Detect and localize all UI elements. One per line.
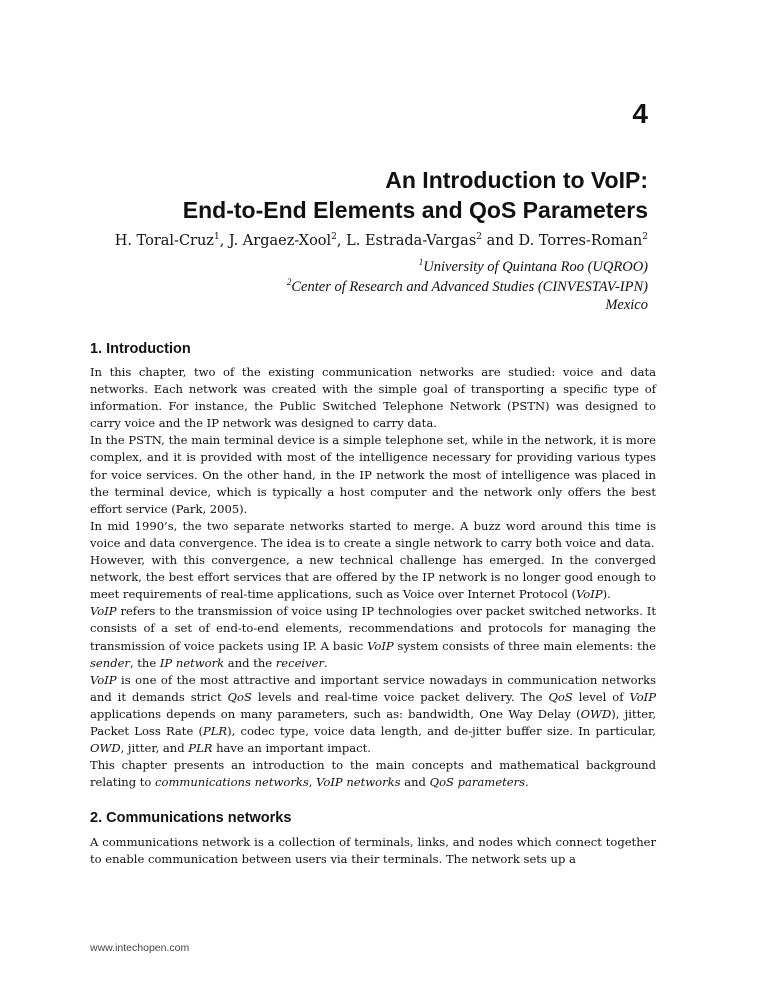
affiliation-text: Center of Research and Advanced Studies (CINVESTAV-IPN) <box>291 278 648 295</box>
chapter-number: 4 <box>632 98 648 129</box>
section-body-introduction <box>90 364 656 791</box>
affiliation-text: University of Quintana Roo (UQROO) <box>423 258 648 275</box>
paragraph <box>90 672 656 757</box>
paragraph <box>90 518 656 552</box>
affiliation-1 <box>419 257 648 276</box>
author-list <box>115 232 648 249</box>
italic-term: PLR <box>202 723 228 738</box>
affiliation-2 <box>287 277 648 296</box>
footer-url: www.intechopen.com <box>90 942 190 954</box>
paragraph <box>90 432 656 517</box>
text-run: levels and real-time voice packet delivery. The <box>251 689 549 704</box>
text-run: . <box>525 775 529 790</box>
text-run: have an important impact. <box>212 741 371 756</box>
author-name: H. Toral-Cruz <box>114 232 214 249</box>
italic-term: QoS <box>548 689 573 704</box>
text-run: is one of the most attractive and important service nowadays in communication networks and it demands strict <box>90 672 656 704</box>
author-separator: and <box>482 232 519 249</box>
chapter-title-line-1: An Introduction to VoIP: <box>385 167 648 193</box>
text-run: In the PSTN, the main terminal device is a simple telephone set, while in the network, it is more complex, and it is provided with most of the intelligence necessary for providing various types for voice services. On the other hand, in the IP network the most of intelligence was placed in the terminal device, which is typically a host computer and the network only offers the best effort service (Park, 2005). <box>90 433 656 516</box>
chapter-title <box>183 165 648 225</box>
text-run: refers to the transmission of voice using IP technologies over packet switched networks. It consists of a set of end-to-end elements, recommendations and protocols for managing the transmission of voice packets using IP. A basic <box>90 604 656 653</box>
affiliation-marker: 2 <box>286 277 292 287</box>
italic-term: OWD <box>580 706 612 721</box>
affiliation-marker: 2 <box>642 232 648 242</box>
text-run: . <box>324 655 328 670</box>
author-separator: , <box>336 232 347 249</box>
text-run: level of <box>572 689 630 704</box>
paragraph <box>90 364 656 432</box>
italic-term: QoS <box>227 689 252 704</box>
text-run: , the <box>129 655 160 670</box>
author-name: L. Estrada-Vargas <box>346 232 477 249</box>
text-run: ), jitter, Packet Loss Rate ( <box>90 706 656 738</box>
italic-term: VoIP <box>576 587 603 602</box>
author-name: J. Argaez-Xool <box>228 232 332 249</box>
section-heading-introduction: 1. Introduction <box>90 341 191 357</box>
italic-term: QoS parameters <box>429 775 525 790</box>
affiliation-marker: 2 <box>331 232 337 242</box>
paragraph <box>90 552 656 603</box>
italic-term: VoIP <box>90 604 117 619</box>
paragraph <box>90 834 656 868</box>
italic-term: sender <box>90 655 130 670</box>
text-run: In this chapter, two of the existing communication networks are studied: voice and data networks. Each network was created with the simple goal of transporting a specific type of information. For instance, the Public Switched Telephone Network (PSTN) was designed to carry voice and the IP network was designed to carry data. <box>90 365 656 431</box>
text-run: ), codec type, voice data length, and de-jitter buffer size. In particular, <box>227 723 656 738</box>
section-body-communications-networks <box>90 834 656 868</box>
chapter-title-line-2: End-to-End Elements and QoS Parameters <box>182 197 648 223</box>
italic-term: communications networks <box>155 775 309 790</box>
paragraph <box>90 757 656 791</box>
italic-term: receiver <box>275 655 325 670</box>
affiliation-marker: 1 <box>418 257 424 267</box>
text-run: A communications network is a collection of terminals, links, and nodes which connect together to enable communication between users via their terminals. The network sets up a <box>90 835 656 867</box>
affiliation-marker: 2 <box>476 232 482 242</box>
affiliation-marker: 1 <box>213 232 220 242</box>
italic-term: VoIP <box>90 672 117 687</box>
italic-term: VoIP networks <box>316 775 401 790</box>
text-run: , <box>308 775 317 790</box>
text-run: , jitter, and <box>120 741 189 756</box>
italic-term: VoIP <box>629 689 656 704</box>
text-run: ). <box>602 587 611 602</box>
text-run: and the <box>224 655 276 670</box>
affiliation-country: Mexico <box>605 297 648 313</box>
italic-term: IP network <box>159 655 225 670</box>
italic-term: VoIP <box>367 638 394 653</box>
text-run: However, with this convergence, a new technical challenge has emerged. In the converged network, the best effort services that are offered by the IP network is no longer good enough to meet requirements of real-time applications, such as Voice over Internet Protocol ( <box>90 553 656 602</box>
text-run: In mid 1990’s, the two separate networks started to merge. A buzz word around this time is voice and data convergence. The idea is to create a single network to carry both voice and data. <box>90 518 656 550</box>
text-run: applications depends on many parameters, such as: bandwidth, One Way Delay ( <box>90 706 581 721</box>
text-run: and <box>400 775 430 790</box>
text-run: system consists of three main elements: the <box>393 638 656 653</box>
author-separator: , <box>219 232 229 249</box>
author-name: D. Torres-Roman <box>518 232 643 249</box>
text-run: This chapter presents an introduction to the main concepts and mathematical background relating to <box>90 758 656 790</box>
italic-term: OWD <box>90 741 121 756</box>
italic-term: PLR <box>188 741 213 756</box>
section-heading-communications-networks: 2. Communications networks <box>90 810 292 826</box>
paragraph <box>90 603 656 671</box>
